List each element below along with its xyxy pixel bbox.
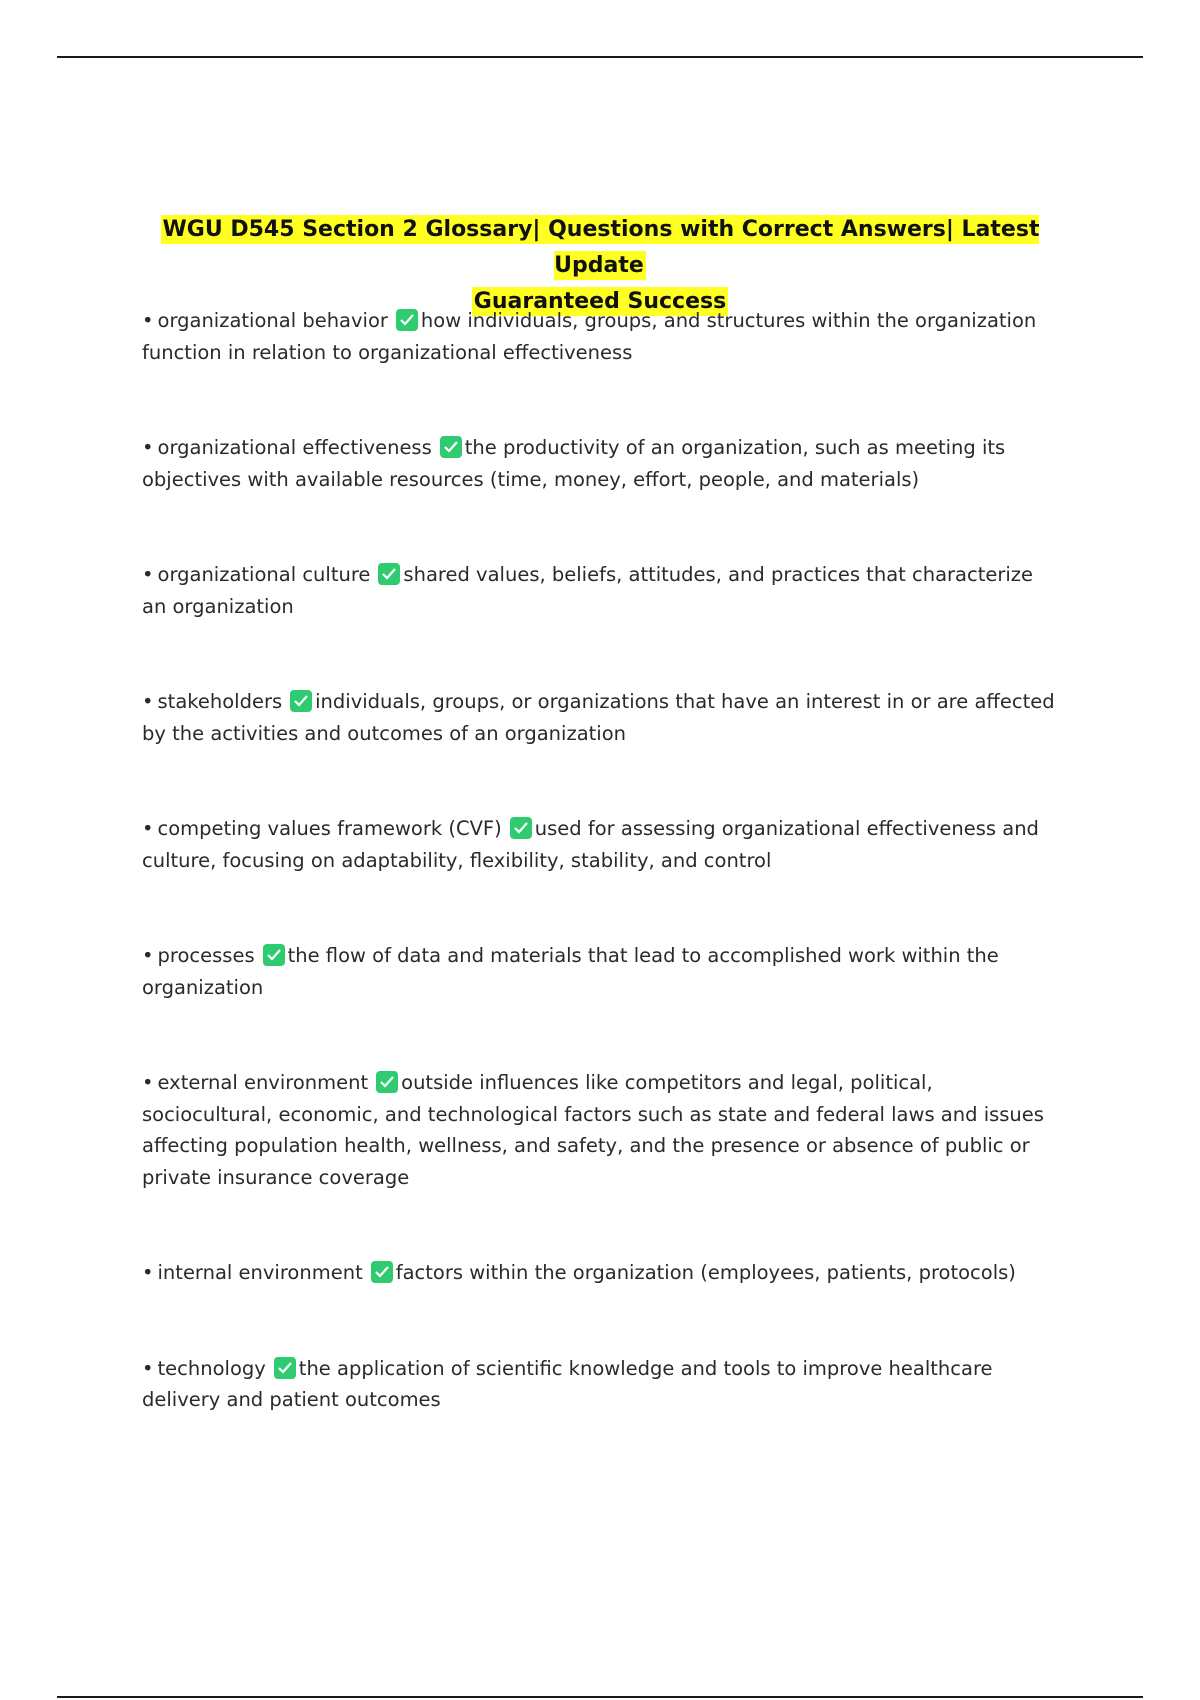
glossary-entry: [142, 432, 1062, 495]
top-rule: [57, 56, 1143, 58]
green-checkmark-icon: [396, 309, 418, 331]
document-title: [140, 212, 1060, 320]
entry-definition: the productivity of an organization, such as meeting its objectives with available resources (time, money, effort, people, and materials): [142, 436, 1006, 491]
glossary-list: [142, 305, 1062, 1416]
glossary-entry: [142, 1257, 1062, 1289]
green-checkmark-icon: [510, 817, 532, 839]
green-checkmark-icon: [371, 1261, 393, 1283]
entry-definition: the flow of data and materials that lead to accomplished work within the organization: [142, 944, 999, 999]
entry-term: external environment: [157, 1071, 369, 1094]
entry-term: organizational behavior: [157, 309, 388, 332]
green-checkmark-icon: [290, 690, 312, 712]
green-checkmark-icon: [440, 436, 462, 458]
entry-definition: factors within the organization (employees, patients, protocols): [395, 1261, 1016, 1284]
entry-definition: outside influences like competitors and legal, political, sociocultural, economic, and technological factors such as state and federal laws and issues affecting population health, wellness, and safety, and the presence or absence of public or private insurance coverage: [142, 1071, 1044, 1189]
entry-definition: shared values, beliefs, attitudes, and practices that characterize an organization: [142, 563, 1034, 618]
glossary-entry: [142, 1067, 1062, 1193]
glossary-entry: [142, 813, 1062, 876]
entry-term: organizational effectiveness: [157, 436, 432, 459]
green-checkmark-icon: [274, 1357, 296, 1379]
entry-term: processes: [157, 944, 255, 967]
glossary-entry: [142, 559, 1062, 622]
bullet: •: [142, 1261, 154, 1284]
title-line-1: WGU D545 Section 2 Glossary| Questions with Correct Answers| Latest Update: [162, 217, 1040, 278]
entry-definition: used for assessing organizational effectiveness and culture, focusing on adaptability, flexibility, stability, and control: [142, 817, 1039, 872]
bullet: •: [142, 309, 154, 332]
green-checkmark-icon: [378, 563, 400, 585]
entry-term: organizational culture: [157, 563, 371, 586]
green-checkmark-icon: [376, 1071, 398, 1093]
entry-definition: individuals, groups, or organizations that have an interest in or are affected by the activities and outcomes of an organization: [142, 690, 1055, 745]
glossary-entry: [142, 1353, 1062, 1416]
entry-term: stakeholders: [157, 690, 283, 713]
title-line-2: Guaranteed Success: [473, 289, 727, 314]
entry-term: competing values framework (CVF): [157, 817, 502, 840]
bottom-rule: [57, 1696, 1143, 1698]
bullet: •: [142, 1071, 154, 1094]
bullet: •: [142, 690, 154, 713]
bullet: •: [142, 817, 154, 840]
green-checkmark-icon: [263, 944, 285, 966]
glossary-entry: [142, 940, 1062, 1003]
glossary-entry: [142, 686, 1062, 749]
bullet: •: [142, 436, 154, 459]
glossary-entry: [142, 305, 1062, 368]
entry-definition: how individuals, groups, and structures within the organization function in relation to organizational effectiveness: [142, 309, 1037, 364]
bullet: •: [142, 563, 154, 586]
entry-term: technology: [157, 1356, 266, 1380]
entry-term: internal environment: [157, 1261, 363, 1284]
bullet: •: [142, 944, 154, 967]
entry-definition: the application of scientific knowledge and tools to improve healthcare delivery and patient outcomes: [142, 1356, 993, 1411]
bullet: •: [142, 1356, 154, 1380]
